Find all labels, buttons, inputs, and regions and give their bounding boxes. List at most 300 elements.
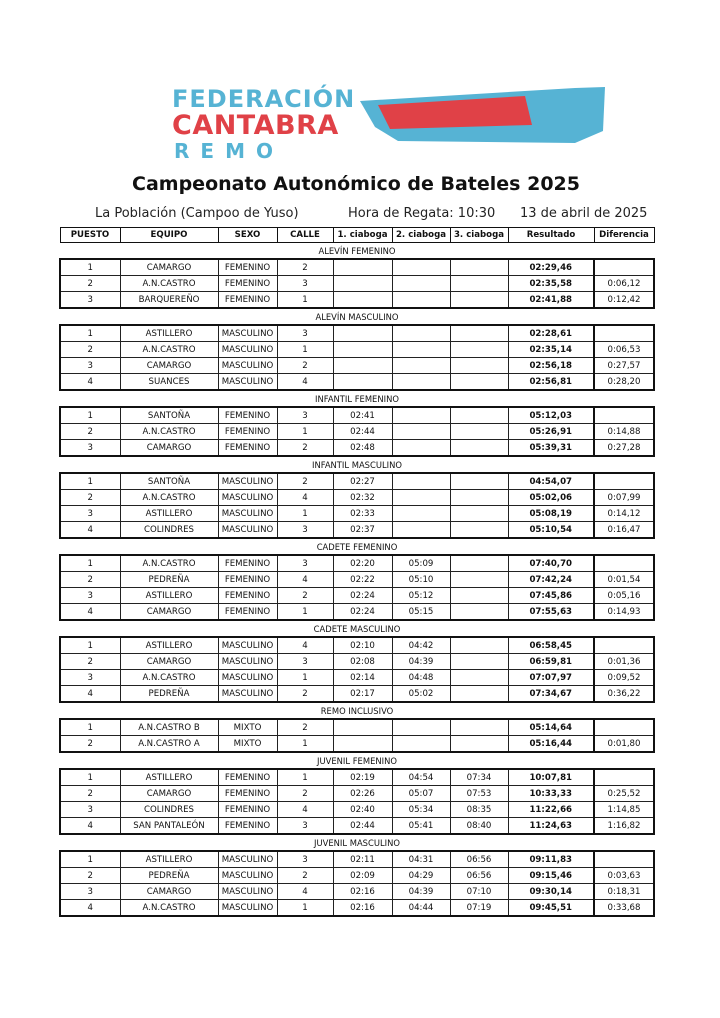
cell-sexo: FEMENINO bbox=[218, 604, 277, 621]
cell-calle: 4 bbox=[277, 884, 333, 900]
cell-resultado: 05:39,31 bbox=[508, 440, 594, 457]
cell-ciaboga-2: 04:44 bbox=[392, 900, 450, 917]
cell-ciaboga-2 bbox=[392, 342, 450, 358]
cell-puesto: 4 bbox=[60, 374, 120, 391]
cell-sexo: FEMENINO bbox=[218, 424, 277, 440]
cell-equipo: SANTOÑA bbox=[120, 473, 218, 490]
cell-ciaboga-2: 05:41 bbox=[392, 818, 450, 835]
table-row bbox=[60, 259, 654, 276]
cell-ciaboga-1 bbox=[333, 719, 392, 736]
cell-calle: 2 bbox=[277, 440, 333, 457]
cell-ciaboga-1: 02:37 bbox=[333, 522, 392, 539]
cell-resultado: 05:08,19 bbox=[508, 506, 594, 522]
cell-calle: 2 bbox=[277, 868, 333, 884]
cell-diferencia bbox=[594, 719, 654, 736]
cell-resultado: 05:02,06 bbox=[508, 490, 594, 506]
cell-calle: 3 bbox=[277, 276, 333, 292]
cell-resultado: 09:30,14 bbox=[508, 884, 594, 900]
cell-resultado: 09:15,46 bbox=[508, 868, 594, 884]
regatta-location: La Población (Campoo de Yuso) bbox=[95, 206, 299, 221]
cell-sexo: FEMENINO bbox=[218, 588, 277, 604]
cell-sexo: FEMENINO bbox=[218, 407, 277, 424]
cell-ciaboga-2: 05:07 bbox=[392, 786, 450, 802]
cell-resultado: 07:42,24 bbox=[508, 572, 594, 588]
cell-puesto: 3 bbox=[60, 506, 120, 522]
cell-resultado: 02:35,14 bbox=[508, 342, 594, 358]
table-row bbox=[60, 342, 654, 358]
cell-ciaboga-1: 02:27 bbox=[333, 473, 392, 490]
cell-equipo: CAMARGO bbox=[120, 440, 218, 457]
cell-calle: 1 bbox=[277, 424, 333, 440]
col-header-ciaboga-2: 2. ciaboga bbox=[392, 228, 450, 243]
logo-line-2: CANTABRA bbox=[172, 110, 339, 141]
cell-ciaboga-1: 02:32 bbox=[333, 490, 392, 506]
cell-ciaboga-3: 07:10 bbox=[450, 884, 508, 900]
cell-equipo: CAMARGO bbox=[120, 654, 218, 670]
cell-ciaboga-1: 02:10 bbox=[333, 637, 392, 654]
cell-calle: 2 bbox=[277, 686, 333, 703]
category-name: JUVENIL MASCULINO bbox=[314, 837, 400, 848]
results-body bbox=[60, 243, 654, 917]
cell-puesto: 2 bbox=[60, 786, 120, 802]
cell-resultado: 06:59,81 bbox=[508, 654, 594, 670]
cell-sexo: MASCULINO bbox=[218, 654, 277, 670]
cell-equipo: COLINDRES bbox=[120, 802, 218, 818]
cell-sexo: MASCULINO bbox=[218, 884, 277, 900]
cell-resultado: 07:45,86 bbox=[508, 588, 594, 604]
cell-calle: 1 bbox=[277, 506, 333, 522]
category-row bbox=[60, 308, 654, 325]
cell-resultado: 10:07,81 bbox=[508, 769, 594, 786]
cell-puesto: 3 bbox=[60, 670, 120, 686]
col-header-puesto: PUESTO bbox=[60, 228, 120, 243]
cell-equipo: CAMARGO bbox=[120, 884, 218, 900]
table-row bbox=[60, 440, 654, 457]
cell-puesto: 3 bbox=[60, 292, 120, 309]
cell-diferencia: 0:16,47 bbox=[594, 522, 654, 539]
cell-calle: 3 bbox=[277, 407, 333, 424]
cell-ciaboga-2: 05:09 bbox=[392, 555, 450, 572]
table-row bbox=[60, 818, 654, 835]
cell-ciaboga-3: 08:40 bbox=[450, 818, 508, 835]
cell-diferencia bbox=[594, 407, 654, 424]
table-row bbox=[60, 884, 654, 900]
category-name: CADETE FEMENINO bbox=[316, 541, 398, 552]
col-header-diferencia: Diferencia bbox=[594, 228, 654, 243]
cell-ciaboga-3 bbox=[450, 555, 508, 572]
cell-resultado: 02:56,81 bbox=[508, 374, 594, 391]
cell-sexo: FEMENINO bbox=[218, 276, 277, 292]
cell-diferencia: 0:12,42 bbox=[594, 292, 654, 309]
cell-ciaboga-3 bbox=[450, 374, 508, 391]
cell-sexo: MASCULINO bbox=[218, 325, 277, 342]
cell-puesto: 2 bbox=[60, 424, 120, 440]
cell-diferencia: 0:01,54 bbox=[594, 572, 654, 588]
col-header-ciaboga-1: 1. ciaboga bbox=[333, 228, 392, 243]
table-row bbox=[60, 670, 654, 686]
cell-ciaboga-2 bbox=[392, 325, 450, 342]
cell-ciaboga-3 bbox=[450, 670, 508, 686]
cell-ciaboga-1 bbox=[333, 358, 392, 374]
regatta-date: 13 de abril de 2025 bbox=[520, 206, 648, 221]
cell-ciaboga-1: 02:19 bbox=[333, 769, 392, 786]
cell-ciaboga-3: 07:19 bbox=[450, 900, 508, 917]
cell-diferencia: 0:36,22 bbox=[594, 686, 654, 703]
cell-sexo: FEMENINO bbox=[218, 572, 277, 588]
table-row bbox=[60, 868, 654, 884]
cell-ciaboga-1 bbox=[333, 292, 392, 309]
cell-sexo: MASCULINO bbox=[218, 473, 277, 490]
cell-sexo: MASCULINO bbox=[218, 490, 277, 506]
cell-equipo: CAMARGO bbox=[120, 786, 218, 802]
cell-diferencia: 0:25,52 bbox=[594, 786, 654, 802]
category-name: INFANTIL MASCULINO bbox=[312, 459, 402, 470]
cell-equipo: ASTILLERO bbox=[120, 637, 218, 654]
cell-equipo: A.N.CASTRO B bbox=[120, 719, 218, 736]
cell-puesto: 2 bbox=[60, 490, 120, 506]
cell-resultado: 06:58,45 bbox=[508, 637, 594, 654]
cell-puesto: 1 bbox=[60, 407, 120, 424]
cell-puesto: 3 bbox=[60, 358, 120, 374]
cell-sexo: MIXTO bbox=[218, 719, 277, 736]
col-header-calle: CALLE bbox=[277, 228, 333, 243]
cell-puesto: 2 bbox=[60, 572, 120, 588]
cell-ciaboga-1: 02:22 bbox=[333, 572, 392, 588]
cell-ciaboga-3 bbox=[450, 654, 508, 670]
cell-puesto: 1 bbox=[60, 473, 120, 490]
table-row bbox=[60, 802, 654, 818]
cell-ciaboga-1: 02:08 bbox=[333, 654, 392, 670]
cell-diferencia: 0:06,12 bbox=[594, 276, 654, 292]
cell-calle: 3 bbox=[277, 522, 333, 539]
table-row bbox=[60, 473, 654, 490]
cell-sexo: MASCULINO bbox=[218, 342, 277, 358]
cell-puesto: 1 bbox=[60, 769, 120, 786]
cell-puesto: 3 bbox=[60, 440, 120, 457]
cell-equipo: PEDREÑA bbox=[120, 868, 218, 884]
category-row bbox=[60, 538, 654, 555]
cell-ciaboga-1: 02:24 bbox=[333, 604, 392, 621]
cell-calle: 1 bbox=[277, 292, 333, 309]
cell-equipo: ASTILLERO bbox=[120, 325, 218, 342]
cell-calle: 1 bbox=[277, 736, 333, 753]
category-name: ALEVÍN FEMENINO bbox=[318, 245, 396, 256]
cell-calle: 2 bbox=[277, 259, 333, 276]
table-row bbox=[60, 637, 654, 654]
cell-resultado: 05:16,44 bbox=[508, 736, 594, 753]
cell-equipo: CAMARGO bbox=[120, 358, 218, 374]
cell-ciaboga-3: 07:34 bbox=[450, 769, 508, 786]
cell-resultado: 09:11,83 bbox=[508, 851, 594, 868]
cell-ciaboga-3 bbox=[450, 719, 508, 736]
table-row bbox=[60, 588, 654, 604]
cell-puesto: 4 bbox=[60, 522, 120, 539]
cell-equipo: SANTOÑA bbox=[120, 407, 218, 424]
cell-ciaboga-2: 04:29 bbox=[392, 868, 450, 884]
cell-ciaboga-3 bbox=[450, 522, 508, 539]
table-row bbox=[60, 490, 654, 506]
cell-ciaboga-1 bbox=[333, 276, 392, 292]
cell-ciaboga-2: 04:31 bbox=[392, 851, 450, 868]
cell-resultado: 07:55,63 bbox=[508, 604, 594, 621]
cell-resultado: 02:28,61 bbox=[508, 325, 594, 342]
cell-diferencia bbox=[594, 555, 654, 572]
cell-ciaboga-2: 05:15 bbox=[392, 604, 450, 621]
cell-equipo: A.N.CASTRO bbox=[120, 670, 218, 686]
cell-diferencia bbox=[594, 325, 654, 342]
cell-ciaboga-2 bbox=[392, 719, 450, 736]
cell-sexo: FEMENINO bbox=[218, 440, 277, 457]
cell-sexo: FEMENINO bbox=[218, 769, 277, 786]
cell-ciaboga-3: 08:35 bbox=[450, 802, 508, 818]
cell-diferencia: 0:14,12 bbox=[594, 506, 654, 522]
cell-resultado: 11:22,66 bbox=[508, 802, 594, 818]
cell-ciaboga-2: 05:10 bbox=[392, 572, 450, 588]
cell-ciaboga-1: 02:44 bbox=[333, 818, 392, 835]
table-row bbox=[60, 654, 654, 670]
table-row bbox=[60, 555, 654, 572]
cell-ciaboga-3 bbox=[450, 588, 508, 604]
cell-ciaboga-1 bbox=[333, 259, 392, 276]
regatta-time: Hora de Regata: 10:30 bbox=[348, 206, 496, 221]
cell-ciaboga-3 bbox=[450, 473, 508, 490]
cell-sexo: MASCULINO bbox=[218, 506, 277, 522]
cell-puesto: 2 bbox=[60, 736, 120, 753]
table-row bbox=[60, 325, 654, 342]
cell-sexo: FEMENINO bbox=[218, 292, 277, 309]
cell-diferencia bbox=[594, 473, 654, 490]
cell-ciaboga-2 bbox=[392, 440, 450, 457]
category-row bbox=[60, 456, 654, 473]
cell-puesto: 2 bbox=[60, 276, 120, 292]
cell-ciaboga-2 bbox=[392, 506, 450, 522]
cell-puesto: 1 bbox=[60, 851, 120, 868]
cell-equipo: CAMARGO bbox=[120, 604, 218, 621]
cell-equipo: ASTILLERO bbox=[120, 769, 218, 786]
cell-calle: 3 bbox=[277, 818, 333, 835]
cell-ciaboga-1: 02:41 bbox=[333, 407, 392, 424]
table-row bbox=[60, 786, 654, 802]
cell-calle: 3 bbox=[277, 851, 333, 868]
cell-ciaboga-2: 05:02 bbox=[392, 686, 450, 703]
table-row bbox=[60, 851, 654, 868]
cell-calle: 3 bbox=[277, 555, 333, 572]
cell-calle: 1 bbox=[277, 900, 333, 917]
cell-diferencia bbox=[594, 769, 654, 786]
cell-ciaboga-1: 02:11 bbox=[333, 851, 392, 868]
cell-ciaboga-3 bbox=[450, 572, 508, 588]
cell-ciaboga-3: 06:56 bbox=[450, 868, 508, 884]
cell-ciaboga-1: 02:26 bbox=[333, 786, 392, 802]
cell-ciaboga-1: 02:16 bbox=[333, 884, 392, 900]
table-row bbox=[60, 604, 654, 621]
cell-ciaboga-2 bbox=[392, 522, 450, 539]
cell-diferencia: 0:33,68 bbox=[594, 900, 654, 917]
cell-ciaboga-3 bbox=[450, 358, 508, 374]
cell-calle: 1 bbox=[277, 604, 333, 621]
cell-ciaboga-3 bbox=[450, 604, 508, 621]
cell-ciaboga-2 bbox=[392, 259, 450, 276]
cell-ciaboga-2 bbox=[392, 736, 450, 753]
cell-diferencia bbox=[594, 259, 654, 276]
cell-resultado: 02:29,46 bbox=[508, 259, 594, 276]
cell-ciaboga-2 bbox=[392, 490, 450, 506]
table-header-row bbox=[60, 228, 654, 243]
cell-equipo: A.N.CASTRO bbox=[120, 342, 218, 358]
cell-sexo: MASCULINO bbox=[218, 686, 277, 703]
cell-equipo: A.N.CASTRO bbox=[120, 490, 218, 506]
cell-resultado: 04:54,07 bbox=[508, 473, 594, 490]
logo-line-1: FEDERACIÓN bbox=[172, 85, 356, 113]
cell-ciaboga-3: 06:56 bbox=[450, 851, 508, 868]
cell-ciaboga-2 bbox=[392, 358, 450, 374]
cell-sexo: MASCULINO bbox=[218, 374, 277, 391]
cell-ciaboga-1: 02:14 bbox=[333, 670, 392, 686]
col-header-sexo: SEXO bbox=[218, 228, 277, 243]
cell-diferencia: 0:14,88 bbox=[594, 424, 654, 440]
cell-ciaboga-1: 02:24 bbox=[333, 588, 392, 604]
cell-ciaboga-3 bbox=[450, 736, 508, 753]
category-row bbox=[60, 620, 654, 637]
cell-puesto: 1 bbox=[60, 637, 120, 654]
cell-ciaboga-1: 02:33 bbox=[333, 506, 392, 522]
cell-equipo: A.N.CASTRO bbox=[120, 555, 218, 572]
cell-ciaboga-3 bbox=[450, 325, 508, 342]
cell-diferencia bbox=[594, 637, 654, 654]
category-name: JUVENIL FEMENINO bbox=[317, 755, 397, 766]
cell-puesto: 2 bbox=[60, 868, 120, 884]
cell-calle: 4 bbox=[277, 572, 333, 588]
cell-ciaboga-2: 04:48 bbox=[392, 670, 450, 686]
cell-resultado: 05:14,64 bbox=[508, 719, 594, 736]
cell-diferencia: 0:27,57 bbox=[594, 358, 654, 374]
cell-resultado: 02:35,58 bbox=[508, 276, 594, 292]
cell-ciaboga-1 bbox=[333, 325, 392, 342]
cell-calle: 4 bbox=[277, 637, 333, 654]
cell-calle: 1 bbox=[277, 342, 333, 358]
cell-ciaboga-3 bbox=[450, 506, 508, 522]
logo-text bbox=[172, 87, 355, 161]
cell-sexo: FEMENINO bbox=[218, 786, 277, 802]
cell-puesto: 3 bbox=[60, 802, 120, 818]
cell-calle: 3 bbox=[277, 654, 333, 670]
cell-resultado: 05:26,91 bbox=[508, 424, 594, 440]
page-title: Campeonato Autonómico de Bateles 2025 bbox=[132, 173, 580, 195]
cell-sexo: MIXTO bbox=[218, 736, 277, 753]
table-row bbox=[60, 900, 654, 917]
cell-puesto: 3 bbox=[60, 588, 120, 604]
cell-ciaboga-2: 05:12 bbox=[392, 588, 450, 604]
category-row bbox=[60, 752, 654, 769]
cell-ciaboga-2 bbox=[392, 292, 450, 309]
cell-ciaboga-2: 04:42 bbox=[392, 637, 450, 654]
cell-equipo: A.N.CASTRO A bbox=[120, 736, 218, 753]
cell-calle: 4 bbox=[277, 374, 333, 391]
cell-puesto: 1 bbox=[60, 555, 120, 572]
cell-ciaboga-3 bbox=[450, 490, 508, 506]
cell-sexo: MASCULINO bbox=[218, 900, 277, 917]
cell-ciaboga-3 bbox=[450, 276, 508, 292]
category-row bbox=[60, 702, 654, 719]
table-row bbox=[60, 506, 654, 522]
cell-diferencia: 1:16,82 bbox=[594, 818, 654, 835]
table-row bbox=[60, 769, 654, 786]
cell-ciaboga-1 bbox=[333, 342, 392, 358]
cell-calle: 3 bbox=[277, 325, 333, 342]
cell-diferencia: 0:01,36 bbox=[594, 654, 654, 670]
cell-ciaboga-3: 07:53 bbox=[450, 786, 508, 802]
col-header-ciaboga-3: 3. ciaboga bbox=[450, 228, 508, 243]
table-row bbox=[60, 276, 654, 292]
results-table bbox=[59, 227, 655, 917]
cell-ciaboga-2 bbox=[392, 424, 450, 440]
federation-logo bbox=[170, 83, 610, 163]
cell-puesto: 4 bbox=[60, 818, 120, 835]
cell-calle: 1 bbox=[277, 670, 333, 686]
cell-calle: 2 bbox=[277, 719, 333, 736]
cell-equipo: COLINDRES bbox=[120, 522, 218, 539]
cell-calle: 2 bbox=[277, 473, 333, 490]
cell-diferencia: 0:01,80 bbox=[594, 736, 654, 753]
cell-sexo: MASCULINO bbox=[218, 868, 277, 884]
cell-calle: 1 bbox=[277, 769, 333, 786]
cell-equipo: ASTILLERO bbox=[120, 506, 218, 522]
cell-ciaboga-1: 02:16 bbox=[333, 900, 392, 917]
cell-ciaboga-2: 04:39 bbox=[392, 654, 450, 670]
cell-resultado: 09:45,51 bbox=[508, 900, 594, 917]
table-row bbox=[60, 292, 654, 309]
category-row bbox=[60, 243, 654, 260]
cell-resultado: 07:07,97 bbox=[508, 670, 594, 686]
cell-equipo: A.N.CASTRO bbox=[120, 276, 218, 292]
cell-resultado: 11:24,63 bbox=[508, 818, 594, 835]
cell-ciaboga-2 bbox=[392, 374, 450, 391]
cell-equipo: A.N.CASTRO bbox=[120, 900, 218, 917]
cell-diferencia: 0:14,93 bbox=[594, 604, 654, 621]
category-row bbox=[60, 390, 654, 407]
table-row bbox=[60, 719, 654, 736]
cell-resultado: 02:56,18 bbox=[508, 358, 594, 374]
cell-puesto: 2 bbox=[60, 654, 120, 670]
cell-resultado: 05:12,03 bbox=[508, 407, 594, 424]
cell-puesto: 1 bbox=[60, 325, 120, 342]
cell-sexo: FEMENINO bbox=[218, 818, 277, 835]
cell-calle: 2 bbox=[277, 358, 333, 374]
cell-calle: 4 bbox=[277, 802, 333, 818]
cell-equipo: PEDREÑA bbox=[120, 686, 218, 703]
cell-calle: 2 bbox=[277, 588, 333, 604]
table-row bbox=[60, 374, 654, 391]
table-row bbox=[60, 686, 654, 703]
cell-ciaboga-2 bbox=[392, 276, 450, 292]
cell-ciaboga-2: 05:34 bbox=[392, 802, 450, 818]
col-header-equipo: EQUIPO bbox=[120, 228, 218, 243]
cell-diferencia: 0:03,63 bbox=[594, 868, 654, 884]
cell-puesto: 4 bbox=[60, 686, 120, 703]
cell-ciaboga-1 bbox=[333, 374, 392, 391]
category-name: REMO INCLUSIVO bbox=[320, 705, 394, 716]
table-row bbox=[60, 407, 654, 424]
cell-puesto: 1 bbox=[60, 719, 120, 736]
cell-equipo: ASTILLERO bbox=[120, 851, 218, 868]
cell-ciaboga-1: 02:44 bbox=[333, 424, 392, 440]
cell-resultado: 05:10,54 bbox=[508, 522, 594, 539]
cell-diferencia: 0:27,28 bbox=[594, 440, 654, 457]
category-name: CADETE MASCULINO bbox=[313, 623, 401, 634]
cell-resultado: 10:33,33 bbox=[508, 786, 594, 802]
cell-diferencia: 0:07,99 bbox=[594, 490, 654, 506]
cell-sexo: MASCULINO bbox=[218, 637, 277, 654]
